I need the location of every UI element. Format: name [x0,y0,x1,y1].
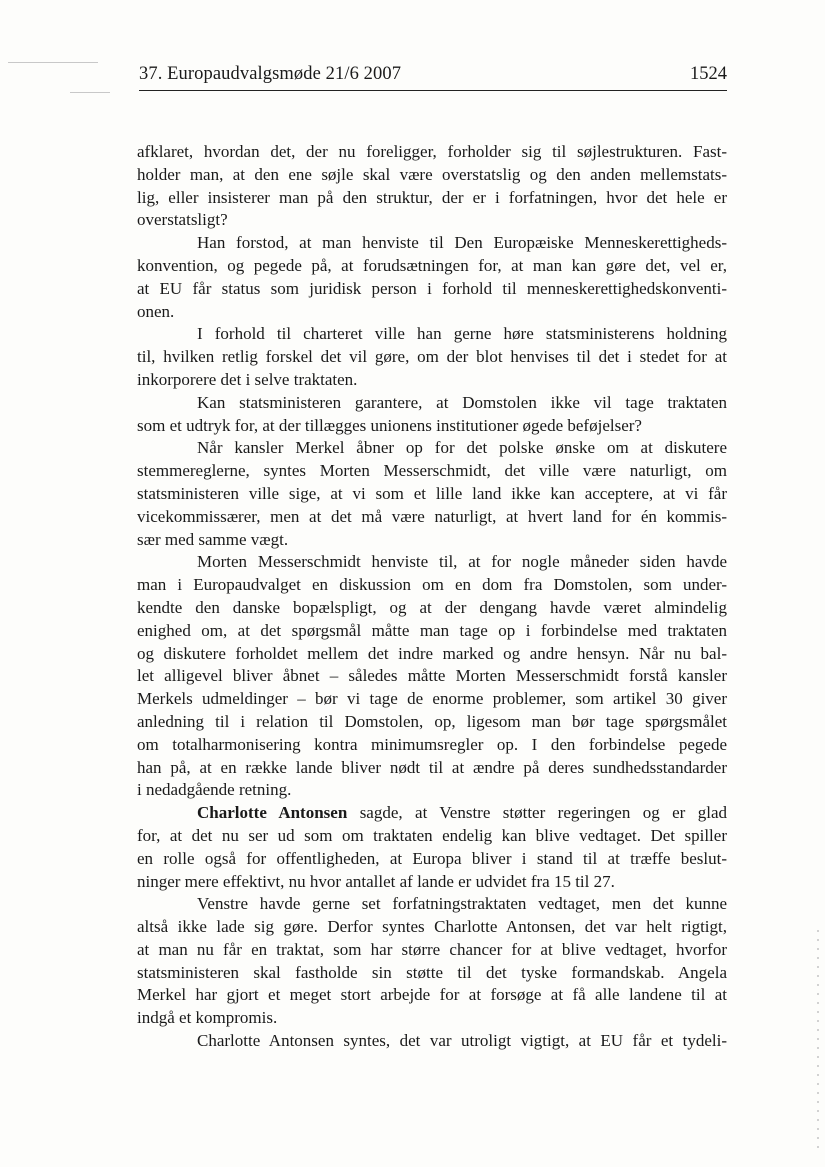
text-line: altså ikke lade sig gøre. Derfor syntes Charlotte Antonsen, det var helt rigtigt, [137,917,727,937]
text-line: statsministeren skal fastholde sin støtte til det tyske formandskab. Angela [137,962,727,982]
text-line: til, hvilken retlig forskel det vil gøre, om der blot henvises til det i stedet for at [137,347,727,367]
text-line [137,802,727,825]
speaker-name: Charlotte Antonsen [197,803,348,823]
text-line: overstatsligt? [137,210,228,230]
text-line: konvention, og pegede på, at forudsætningen for, at man kan gøre det, vel er, [137,255,727,275]
page-header [139,62,727,91]
text-line: enighed om, at det spørgsmål måtte man tage op i forbindelse med traktaten [137,620,727,640]
text-line: Han forstod, at man henviste til Den Europæiske Menneskerettigheds- [197,233,727,253]
text-line: Charlotte Antonsen syntes, det var utroligt vigtigt, at EU får et tydeli- [197,1031,727,1051]
text-line: Kan statsministeren garantere, at Domstolen ikke vil tage traktaten [197,392,727,412]
text-line: i nedadgående retning. [137,780,292,800]
text-line: stemmereglerne, syntes Morten Messerschmidt, det ville være naturligt, om [137,461,727,481]
text-line: kendte den danske bopælspligt, og at der dengang havde været almindelig [137,597,727,617]
speaker-text: sagde, at Venstre støtter regeringen og er glad [347,803,727,823]
text-line: at man nu får en traktat, som har større chancer for at blive vedtaget, hvorfor [137,939,727,959]
text-line: Når kansler Merkel åbner op for det polske ønske om at diskutere [197,438,727,458]
text-line: let alligevel bliver åbnet – således måtte Morten Messerschmidt forstå kansler [137,666,727,686]
text-line: at EU får status som juridisk person i forhold til menneskerettighedskonventi- [137,278,727,298]
scan-artifact [0,62,110,102]
text-line: inkorporere det i selve traktaten. [137,369,358,389]
text-line: Merkels udmeldinger – bør vi tage de enorme problemer, som artikel 30 giver [137,689,727,709]
text-line: Merkel har gjort et meget stort arbejde for at forsøge at få alle landene til at [137,985,727,1005]
text-line: og diskutere forholdet mellem det indre marked og andre hensyn. Når nu bal- [137,643,727,663]
body-text [137,141,727,1053]
text-line: statsministeren ville sige, at vi som et lille land ikke kan acceptere, at vi får [137,483,727,503]
text-line: Venstre havde gerne set forfatningstraktaten vedtaget, men det kunne [197,894,727,914]
header-title: 37. Europaudvalgsmøde 21/6 2007 [139,64,402,84]
text-line: afklaret, hvordan det, der nu foreligger, forholder sig til søjlestrukturen. Fast- [137,142,727,161]
text-line: han på, at en række lande bliver nødt til at ændre på deres sundhedsstandarder [137,757,727,777]
text-line: Morten Messerschmidt henviste til, at for nogle måneder siden havde [197,552,727,572]
text-line: I forhold til charteret ville han gerne høre statsministerens holdning [197,324,727,344]
text-line: lig, eller insisterer man på den struktur, der er i forfatningen, hvor det hele er [137,187,727,207]
text-line: som et udtryk for, at der tillægges unionens institutioner øgede beføjelser? [137,415,642,435]
text-line: ninger mere effektivt, nu hvor antallet af lande er udvidet fra 15 til 27. [137,871,615,891]
text-line: for, at det nu ser ud som om traktaten endelig kan blive vedtaget. Det spiller [137,825,727,845]
text-line: onen. [137,301,175,321]
text-line: man i Europaudvalget en diskussion om en dom fra Domstolen, som under- [137,575,727,595]
page-number: 1524 [690,64,727,84]
scan-edge-artifact [817,930,819,1150]
text-line: en rolle også for offentligheden, at Europa bliver i stand til at træffe beslut- [137,848,727,868]
text-line: anledning til i relation til Domstolen, op, ligesom man bør tage spørgsmålet [137,711,727,731]
text-line: vicekommissærer, men at det må være naturligt, at hvert land for én kommis- [137,506,727,526]
text-line: om totalharmonisering kontra minimumsregler op. I den forbindelse pegede [137,734,727,754]
text-line: indgå et kompromis. [137,1008,278,1028]
text-line: holder man, at den ene søjle skal være overstatslig og den anden mellemstats- [137,164,727,184]
text-line: sær med samme vægt. [137,529,289,549]
